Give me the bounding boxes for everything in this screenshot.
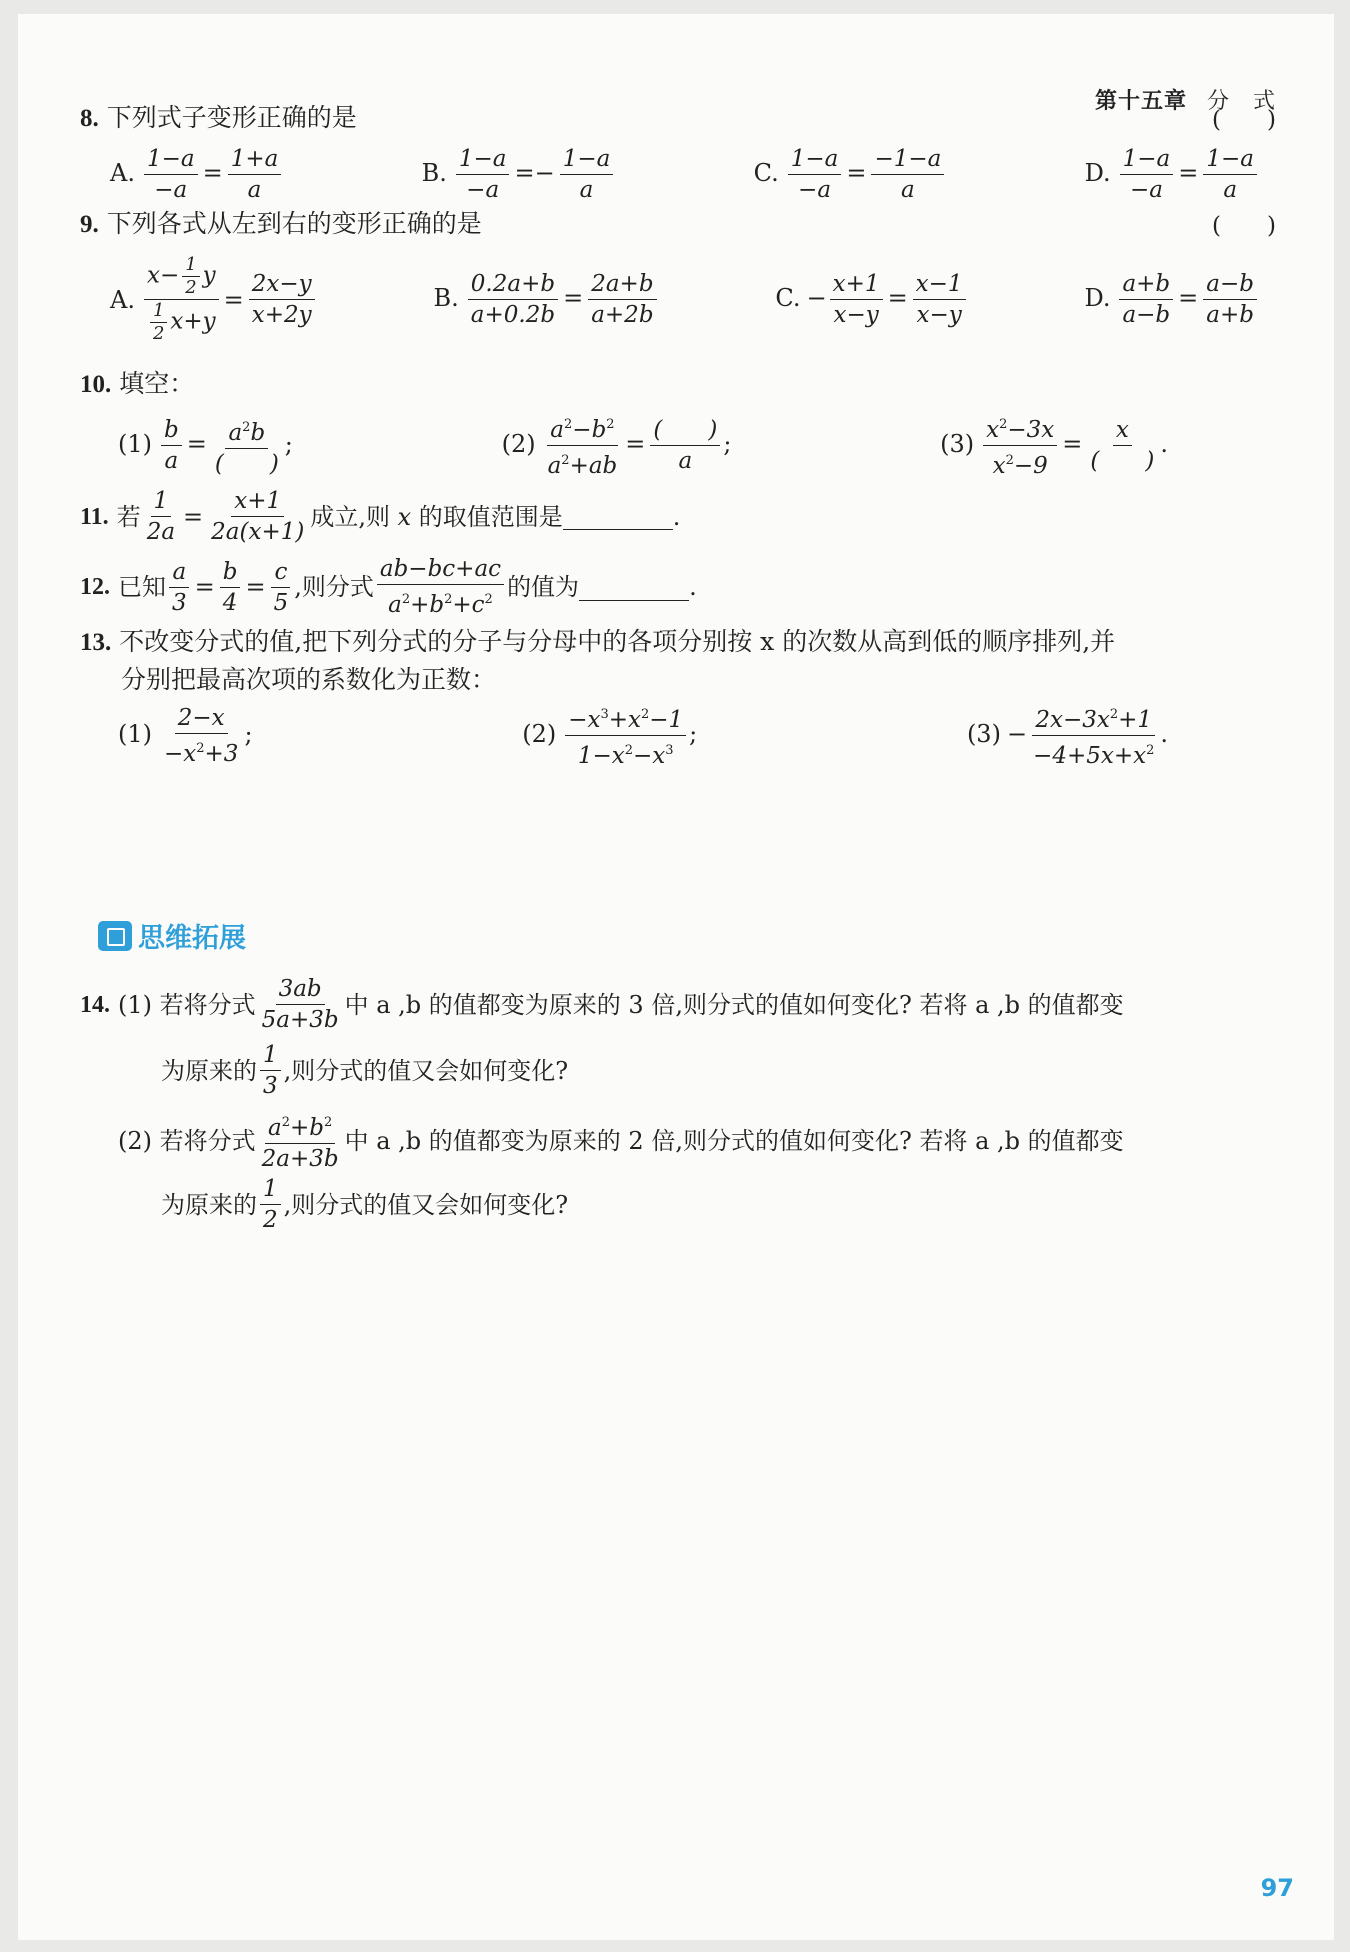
pencil-paper-icon bbox=[98, 921, 132, 951]
q10-item-2: (2) $\frac{a^2-b^2}{a^2+ab}$ = $\frac{( )}{a}$ ; bbox=[502, 410, 732, 481]
q9-options bbox=[110, 254, 1260, 345]
section-title: 思维拓展 bbox=[138, 923, 246, 954]
q8-options bbox=[110, 144, 1260, 205]
question-14-part2-cont: 为原来的 $\frac{1}{2}$ ,则分式的值又会如何变化? bbox=[161, 1176, 569, 1233]
q9-option-b: B. $\frac{0.2a+b}{a+0.2b}$ = $\frac{2a+b}{a+2b}$ bbox=[434, 269, 660, 330]
section-header bbox=[98, 916, 246, 955]
q8-option-d: D. $\frac{1-a}{-a}$ = $\frac{1-a}{a}$ bbox=[1085, 144, 1260, 205]
blank-11[interactable] bbox=[563, 503, 673, 530]
q9-option-c: C. − $\frac{x+1}{x-y}$ = $\frac{x-1}{x-y}$ bbox=[775, 269, 968, 330]
q8-option-c: C. $\frac{1-a}{-a}$ = $\frac{-1-a}{a}$ bbox=[754, 144, 948, 205]
q10-items bbox=[118, 410, 1168, 481]
question-13: 13. 不改变分式的值,把下列分式的分子与分母中的各项分别按 x 的次数从高到低的顺序排列,并 bbox=[80, 627, 1116, 656]
question-14-part1: 14. (1) 若将分式 $\frac{3ab}{5a+3b}$ 中 a ,b 的值都变为原来的 3 倍,则分式的值如何变化? 若将 a ,b 的值都变 bbox=[80, 976, 1124, 1033]
chapter-number: 第十五章 bbox=[1094, 89, 1187, 114]
q13-items bbox=[118, 700, 1168, 771]
question-12: 12. 已知 $\frac{a}{3}$ = $\frac{b}{4}$ = $\frac{c}{5}$ ,则分式 $\frac{ab-bc+ac}{a^2+b^2+c^2}$ 的值为 . bbox=[80, 556, 697, 618]
question-9: 9. 下列各式从左到右的变形正确的是 bbox=[80, 209, 482, 238]
q10-item-1: (1) $\frac{b}{a}$ = $\frac{a^2b}{( )}$ ; bbox=[118, 413, 293, 479]
question-14-part1-cont: 为原来的 $\frac{1}{3}$ ,则分式的值又会如何变化? bbox=[161, 1042, 569, 1099]
q8-option-a: A. $\frac{1-a}{-a}$ = $\frac{1+a}{a}$ bbox=[110, 144, 284, 205]
q13-item-1: (1) $\frac{2-x}{-x^2+3}$ ; bbox=[118, 704, 253, 767]
q10-item-3: (3) $\frac{x^2-3x}{x^2-9}$ = $\frac{x}{( )}$ . bbox=[940, 410, 1168, 481]
q13-item-2: (2) $\frac{-x^3+x^2-1}{1-x^2-x^3}$ ; bbox=[522, 700, 697, 771]
page-number: 97 bbox=[1260, 1874, 1294, 1902]
question-10: 10. 填空： bbox=[80, 369, 195, 398]
q9-option-a: A. x− $\frac{1}{2}$ y $\frac{1}{2}$ x+y = $\frac{2x-y}{x+2y}$ bbox=[110, 254, 318, 345]
q8-option-b: B. $\frac{1-a}{-a}$ =− $\frac{1-a}{a}$ bbox=[422, 144, 617, 205]
q9-option-d: D. $\frac{a+b}{a-b}$ = $\frac{a-b}{a+b}$ bbox=[1084, 269, 1260, 330]
chapter-title: 分 式 bbox=[1206, 89, 1276, 114]
question-8: 8. 下列式子变形正确的是 bbox=[80, 103, 357, 132]
answer-paren-9: ( ) bbox=[1212, 213, 1276, 239]
question-11: 11. 若 $\frac{1}{2a}$ = $\frac{x+1}{2a(x+1)}$ 成立,则 x 的取值范围是 . bbox=[80, 488, 681, 545]
blank-12[interactable] bbox=[579, 574, 689, 601]
workbook-page bbox=[18, 14, 1334, 1940]
answer-paren-8: ( ) bbox=[1212, 107, 1276, 133]
q13-item-3: (3) − $\frac{2x-3x^2+1}{-4+5x+x^2}$ . bbox=[967, 700, 1168, 771]
question-14-part2: (2) 若将分式 $\frac{a^2+b^2}{2a+3b}$ 中 a ,b 的值都变为原来的 2 倍,则分式的值如何变化? 若将 a ,b 的值都变 bbox=[118, 1108, 1124, 1174]
question-13-line2: 分别把最高次项的系数化为正数： bbox=[121, 665, 497, 694]
